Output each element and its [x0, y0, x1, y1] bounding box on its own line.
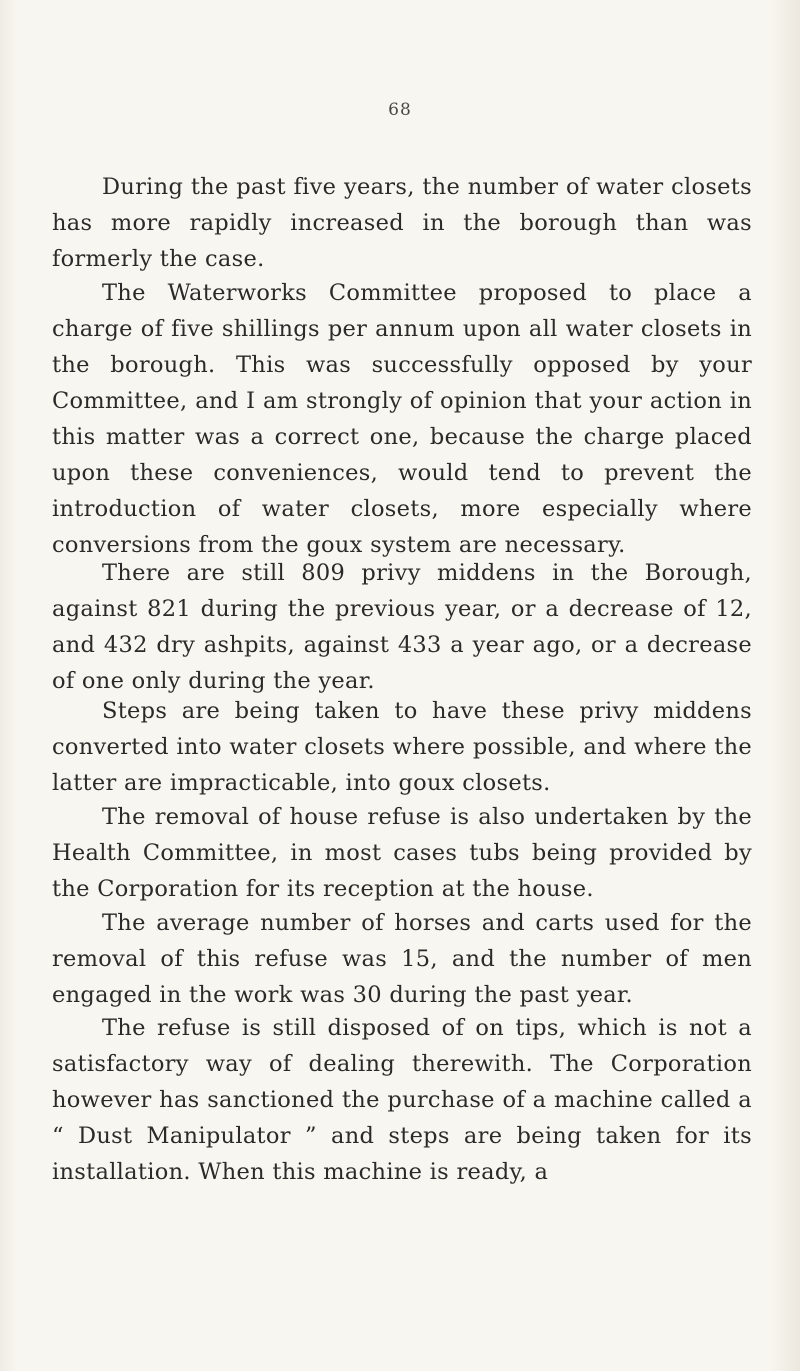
page-number: 68: [388, 100, 412, 120]
paragraph-conversion-steps: Steps are being taken to have these privy middens converted into water closets where possible, and where the latter are impracticable, into goux closets.: [52, 697, 752, 796]
paragraph-refuse-tips: The refuse is still disposed of on tips, which is not a satisfactory way of dealing therewith. The Corporation however has sanctioned the purchase of a machine called a “ Dust Manipulator ” and steps are being taken for its installation. When this machine is ready, a: [52, 1014, 752, 1185]
paragraph-privy-middens: There are still 809 privy middens in the Borough, against 821 during the previous year, or a decrease of 12, and 432 dry ashpits, against 433 a year ago, or a decrease of one only during the year.: [52, 559, 752, 694]
paragraph-waterworks-committee: The Waterworks Committee proposed to place a charge of five shillings per annum upon all water closets in the borough. This was successfully opposed by your Committee, and I am strongly of opinion that your action in this matter was a correct one, because the charge placed upon these conveniences, would tend to prevent the introduction of water closets, more especially where conversions from the goux system are necessary.: [52, 279, 752, 558]
paragraph-refuse-removal: The removal of house refuse is also undertaken by the Health Committee, in most cases tubs being provided by the Corporation for its reception at the house.: [52, 803, 752, 902]
paragraph-horses-carts: The average number of horses and carts used for the removal of this refuse was 15, and the number of men engaged in the work was 30 during the past year.: [52, 909, 752, 1008]
paragraph-water-closets: During the past five years, the number of water closets has more rapidly increased in the borough than was formerly the case.: [52, 173, 752, 272]
